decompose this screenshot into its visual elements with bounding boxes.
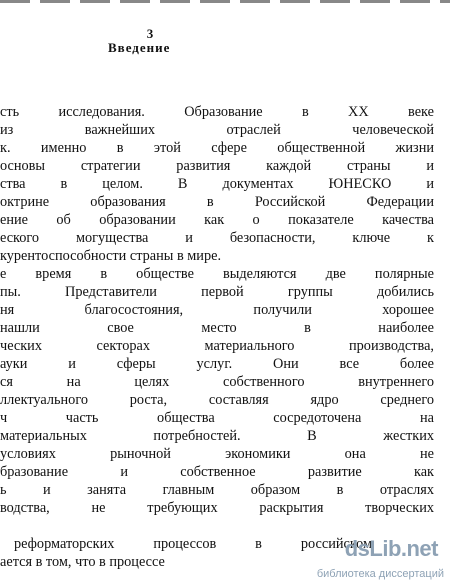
page-number: 3: [146, 26, 154, 41]
text-line: ь и занята главным образом в отраслях: [0, 482, 434, 498]
text-line: ся на целях собственного внутреннего: [0, 374, 434, 390]
text-line: курентоспособности страны в мире.: [0, 248, 222, 264]
text-line: ства в целом. В документах ЮНЕСКО и: [0, 176, 434, 192]
text-line: е время в обществе выделяются две полярные: [0, 266, 434, 282]
body-text: [0, 103, 450, 571]
watermark-subtitle: библиотека диссертаций: [316, 568, 444, 580]
text-line: сть исследования. Образование в XX веке: [0, 104, 434, 120]
text-line: ллектуального роста, составляя ядро среднего: [0, 392, 434, 408]
text-line: пы. Представители первой группы добились: [0, 284, 434, 300]
text-line: водства, не требующих раскрытия творческих: [0, 500, 434, 516]
scan-top-edge: [0, 0, 450, 3]
watermark: [284, 538, 444, 578]
text-line: материальных потребностей. В жестких: [0, 428, 434, 444]
text-line: ауки и сферы услуг. Они все более: [0, 356, 434, 372]
text-line: ческих секторах материального производства,: [0, 338, 434, 354]
watermark-logo: dsLib.net: [344, 536, 438, 561]
text-line: основы стратегии развития каждой страны и: [0, 158, 434, 174]
text-line: еского могущества и безопасности, ключе к: [0, 230, 434, 246]
text-line: ня благосостояния, получили хорошее: [0, 302, 434, 318]
text-line: ч часть общества сосредоточена на: [0, 410, 434, 426]
text-line: условиях рыночной экономики она не: [0, 446, 434, 462]
paragraph-gap: [0, 517, 450, 535]
text-line: ение об образовании как о показателе качества: [0, 212, 434, 228]
text-line: октрине образования в Российской Федерации: [0, 194, 434, 210]
text-line: к. именно в этой сфере общественной жизни: [0, 140, 434, 156]
text-line: из важнейших отраслей человеческой: [0, 122, 434, 138]
text-line: ается в том, что в процессе: [0, 554, 165, 570]
text-line: бразование и собственное развитие как: [0, 464, 434, 480]
text-line: реформаторских процессов в российском: [14, 536, 372, 552]
page-heading: Введение: [108, 40, 171, 55]
text-line: нашли свое место в наиболее: [0, 320, 434, 336]
